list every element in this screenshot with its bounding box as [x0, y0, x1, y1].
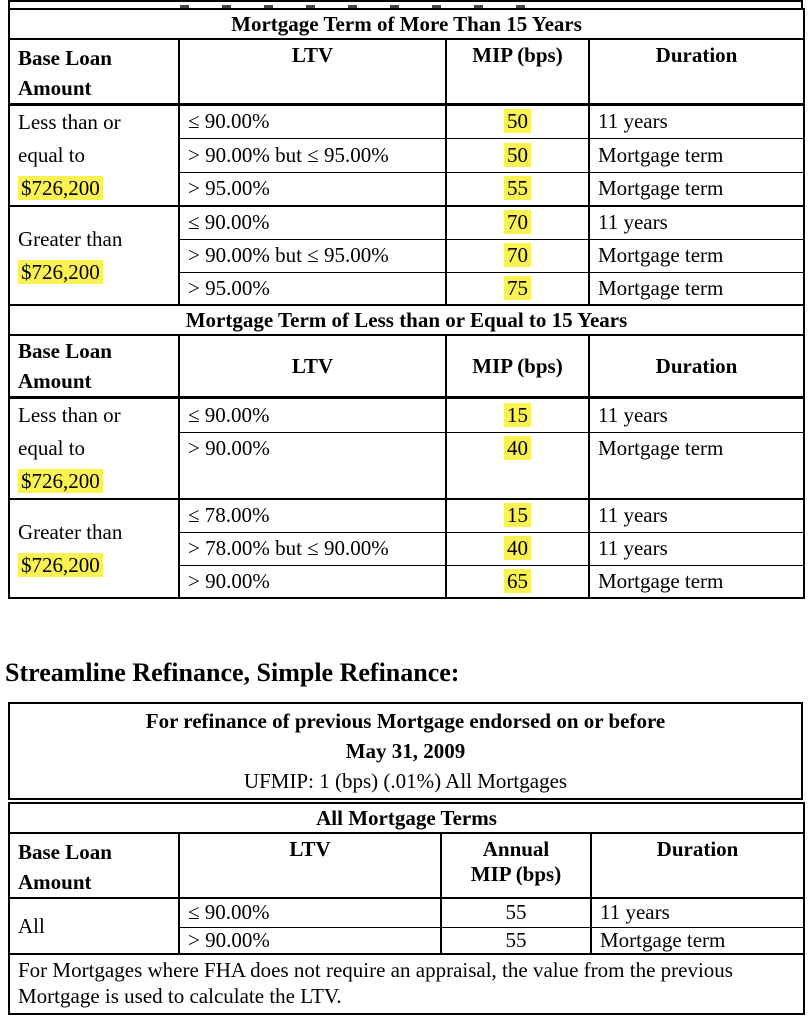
table-row: [9, 105, 804, 139]
section-title-15-or-less: Mortgage Term of Less than or Equal to 15 Years: [9, 305, 804, 335]
base-loan-text: Greater than: [18, 226, 123, 251]
duration-cell: 11 years: [589, 499, 804, 532]
mip-value-highlight: 40: [504, 436, 531, 460]
duration-cell: Mortgage term: [589, 565, 804, 598]
duration-cell: 11 years: [591, 898, 804, 927]
duration-cell: Mortgage term: [589, 433, 804, 499]
section-heading-streamline: Streamline Refinance, Simple Refinance:: [5, 658, 460, 687]
refi-terms-table: [8, 802, 805, 1015]
ltv-cell: > 95.00%: [179, 172, 446, 206]
column-header-duration: Duration: [589, 39, 804, 105]
annual-mip-line1: Annual: [482, 837, 550, 861]
column-header-mip: MIP (bps): [446, 335, 589, 398]
base-amount-highlight: $726,200: [18, 176, 103, 200]
duration-cell: Mortgage term: [589, 272, 804, 305]
mip-value-highlight: 55: [504, 176, 531, 200]
table-row: [9, 398, 804, 433]
mip-value-highlight: 15: [504, 403, 531, 427]
mip-value-highlight: 65: [504, 569, 531, 593]
section-title-over-15: Mortgage Term of More Than 15 Years: [9, 9, 804, 39]
mip-value-highlight: 75: [504, 276, 531, 300]
duration-cell: Mortgage term: [591, 927, 804, 954]
base-loan-cell: [9, 499, 179, 598]
refi-ufmip-line: UFMIP: 1 (bps) (.01%) All Mortgages: [243, 769, 568, 793]
table-row: [9, 9, 804, 39]
mip-cell: [446, 105, 589, 139]
mip-cell: [446, 499, 589, 532]
refi-note-cell: For Mortgages where FHA does not require an appraisal, the value from the previous Mortgage is used to calculate the LTV.: [9, 954, 804, 1014]
mip-duration-table: [8, 8, 805, 599]
duration-cell: 11 years: [589, 398, 804, 433]
base-loan-text: Less than or: [18, 403, 121, 427]
ltv-cell: > 90.00%: [179, 433, 446, 499]
duration-cell: 11 years: [589, 105, 804, 139]
duration-cell: Mortgage term: [589, 172, 804, 206]
ltv-cell: > 90.00% but ≤ 95.00%: [179, 138, 446, 172]
mip-cell: [446, 433, 589, 499]
table-row: [9, 703, 802, 799]
mip-value-highlight: 70: [504, 243, 531, 267]
column-header-base-loan: Base Loan Amount: [9, 335, 179, 398]
mip-cell: [446, 206, 589, 239]
mip-cell: [446, 172, 589, 206]
table-row: [9, 39, 804, 105]
mip-cell: [446, 272, 589, 305]
clipped-previous-row: [8, 0, 803, 8]
base-loan-cell: All: [9, 898, 179, 954]
refi-endorsed-table: [8, 702, 803, 800]
ltv-cell: ≤ 90.00%: [179, 398, 446, 433]
base-loan-cell: [9, 398, 179, 500]
table-row: [9, 305, 804, 335]
mip-value-highlight: 40: [504, 536, 531, 560]
table-row: [9, 206, 804, 239]
column-header-ltv: LTV: [179, 833, 441, 898]
base-loan-text: Less than or: [18, 110, 121, 134]
base-amount-highlight: $726,200: [18, 469, 103, 493]
table-row: [9, 335, 804, 398]
duration-cell: Mortgage term: [589, 138, 804, 172]
column-header-base-loan: Base Loan Amount: [9, 39, 179, 105]
refi-subtitle: All Mortgage Terms: [9, 803, 804, 833]
base-amount-highlight: $726,200: [18, 553, 103, 577]
table-row: [9, 898, 804, 927]
mip-cell: 55: [441, 927, 591, 954]
mip-cell: 55: [441, 898, 591, 927]
ltv-cell: ≤ 90.00%: [179, 206, 446, 239]
mip-cell: [446, 239, 589, 272]
ltv-cell: > 95.00%: [179, 272, 446, 305]
column-header-ltv: LTV: [179, 335, 446, 398]
base-loan-text: Greater than: [18, 519, 123, 544]
refi-endorsed-line2: May 31, 2009: [345, 739, 466, 763]
mip-value-highlight: 70: [504, 210, 531, 234]
ltv-cell: > 78.00% but ≤ 90.00%: [179, 532, 446, 565]
ltv-cell: ≤ 78.00%: [179, 499, 446, 532]
table-row: [9, 954, 804, 1014]
mip-value-highlight: 15: [504, 503, 531, 527]
base-loan-cell: [9, 105, 179, 207]
base-loan-text: equal to: [18, 143, 86, 167]
duration-cell: 11 years: [589, 206, 804, 239]
ltv-cell: > 90.00%: [179, 927, 441, 954]
base-loan-text: equal to: [18, 436, 86, 460]
column-header-mip: MIP (bps): [446, 39, 589, 105]
refi-endorsed-line1: For refinance of previous Mortgage endorsed on or before: [145, 709, 666, 733]
mip-value-highlight: 50: [504, 143, 531, 167]
ltv-cell: > 90.00% but ≤ 95.00%: [179, 239, 446, 272]
table-row: [9, 833, 804, 898]
column-header-ltv: LTV: [179, 39, 446, 105]
duration-cell: 11 years: [589, 532, 804, 565]
column-header-duration: Duration: [589, 335, 804, 398]
duration-cell: Mortgage term: [589, 239, 804, 272]
table-row: [9, 499, 804, 532]
base-amount-highlight: $726,200: [18, 260, 103, 284]
ltv-cell: ≤ 90.00%: [179, 898, 441, 927]
mip-cell: [446, 565, 589, 598]
base-loan-cell: [9, 206, 179, 305]
ltv-cell: > 90.00%: [179, 565, 446, 598]
mip-cell: [446, 532, 589, 565]
column-header-base-loan: Base Loan Amount: [9, 833, 179, 898]
table-row: [9, 803, 804, 833]
column-header-duration: Duration: [591, 833, 804, 898]
mip-cell: [446, 138, 589, 172]
column-header-annual-mip: [441, 833, 591, 898]
ltv-cell: ≤ 90.00%: [179, 105, 446, 139]
annual-mip-line2: MIP (bps): [470, 862, 562, 886]
mip-cell: [446, 398, 589, 433]
mip-value-highlight: 50: [504, 109, 531, 133]
refi-endorsed-cell: [9, 703, 802, 799]
clipped-text-fragments: [180, 5, 530, 8]
